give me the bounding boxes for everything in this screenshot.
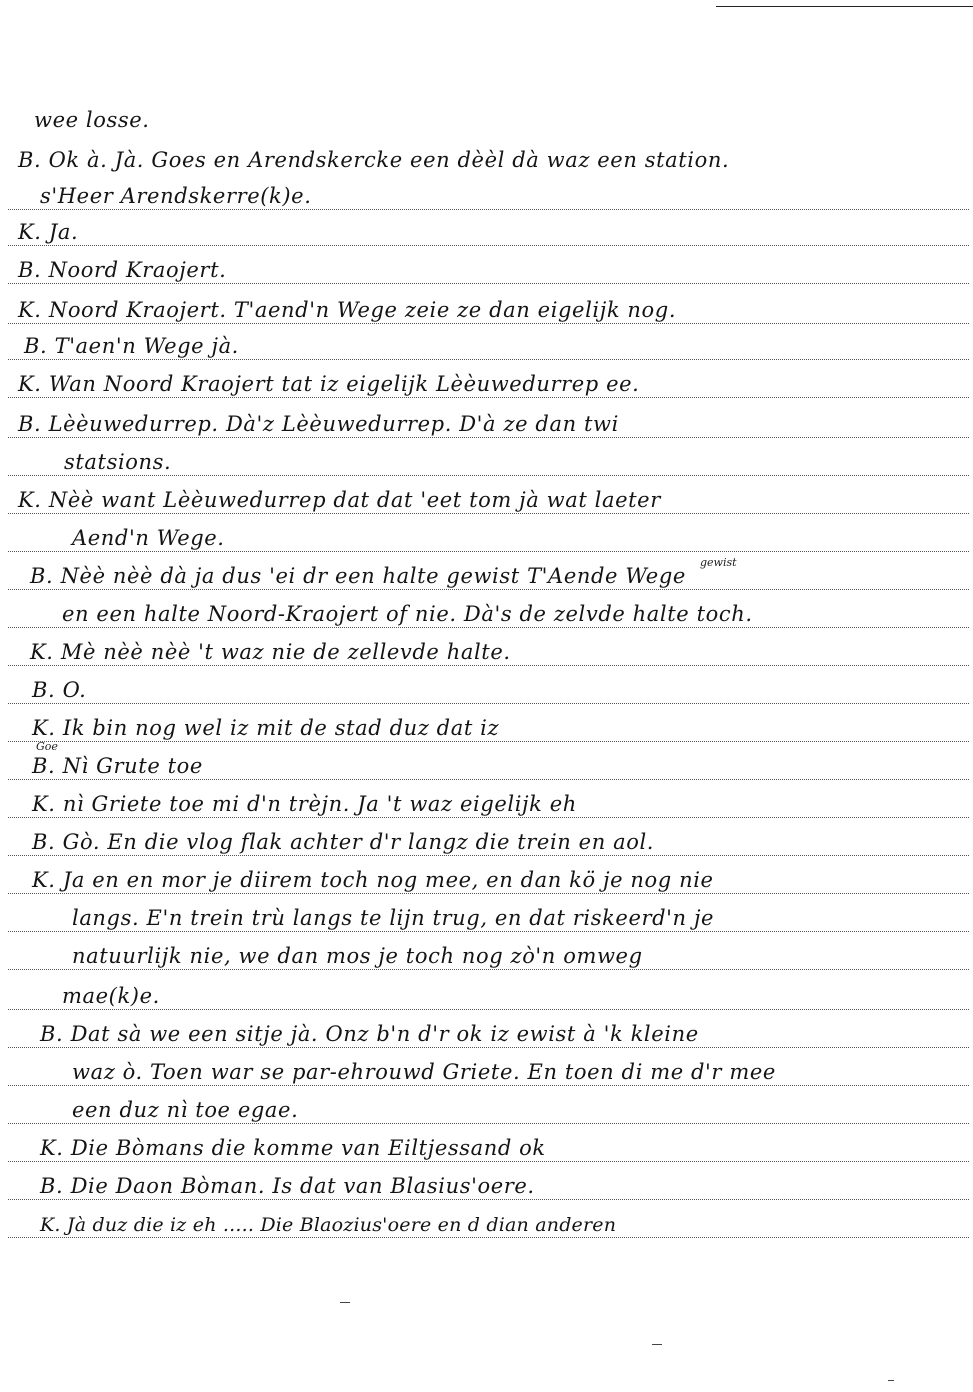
line-text: K. Die Bòmans die komme van Eiltjessand ok bbox=[40, 1136, 550, 1160]
line-text: Aend'n Wege. bbox=[72, 526, 229, 550]
transcript-line bbox=[0, 180, 973, 216]
line-text: B. Ok à. Jà. Goes en Arendskercke een dèèl dà waz een station. bbox=[18, 148, 733, 172]
transcript-line bbox=[0, 484, 973, 520]
dotted-rule bbox=[8, 283, 969, 284]
transcript-line bbox=[0, 788, 973, 824]
dotted-rule bbox=[8, 1199, 969, 1200]
transcript-line bbox=[0, 254, 973, 290]
line-text: B. Lèèuwedurrep. Dà'z Lèèuwedurrep. D'à ze dan twi bbox=[18, 412, 623, 436]
transcript-line bbox=[0, 1094, 973, 1130]
line-text: K. nì Griete toe mi d'n trèjn. Ja 't waz eigelijk eh bbox=[32, 792, 581, 816]
line-text: B. Noord Kraojert. bbox=[18, 258, 230, 282]
dotted-rule bbox=[8, 1123, 969, 1124]
line-text: langs. E'n trein trù langs te lijn trug, en dat riskeerd'n je bbox=[72, 906, 718, 930]
dotted-rule bbox=[8, 245, 969, 246]
dotted-rule bbox=[8, 323, 969, 324]
transcript-line bbox=[0, 408, 973, 444]
line-text: K. Wan Noord Kraojert tat iz eigelijk Lèèuwedurrep ee. bbox=[18, 372, 643, 396]
transcript-line bbox=[0, 368, 973, 404]
dotted-rule bbox=[8, 359, 969, 360]
transcript-line bbox=[0, 674, 973, 710]
transcript-line bbox=[0, 940, 973, 976]
dotted-rule bbox=[8, 817, 969, 818]
dotted-rule bbox=[8, 589, 969, 590]
dotted-rule bbox=[8, 513, 969, 514]
line-text: statsions. bbox=[64, 450, 175, 474]
transcript-line bbox=[0, 522, 973, 558]
margin-note-gewist: gewist bbox=[700, 556, 737, 569]
dotted-rule bbox=[8, 437, 969, 438]
dotted-rule bbox=[8, 665, 969, 666]
line-text: K. Nèè want Lèèuwedurrep dat dat 'eet tom jà wat laeter bbox=[18, 488, 665, 512]
dotted-rule bbox=[8, 1085, 969, 1086]
line-text: natuurlijk nie, we dan mos je toch nog zò'n omweg bbox=[72, 944, 647, 968]
line-text: K. Noord Kraojert. T'aend'n Wege zeie ze dan eigelijk nog. bbox=[18, 298, 680, 322]
line-text: B. T'aen'n Wege jà. bbox=[24, 334, 243, 358]
line-text: K. Ja en en mor je diirem toch nog mee, en dan kö je nog nie bbox=[32, 868, 718, 892]
transcript-line bbox=[0, 1018, 973, 1054]
dotted-rule bbox=[8, 397, 969, 398]
line-text: K. Jà duz die iz eh ..... Die Blaozius'oere en d dian anderen bbox=[40, 1214, 620, 1236]
stray-mark bbox=[652, 1344, 662, 1345]
line-text: B. Nèè nèè dà ja dus 'ei dr een halte gewist T'Aende Wege bbox=[30, 564, 690, 588]
line-text: K. Mè nèè nèè 't waz nie de zellevde halte. bbox=[30, 640, 515, 664]
line-text: en een halte Noord-Kraojert of nie. Dà's de zelvde halte toch. bbox=[62, 602, 757, 626]
transcript-line bbox=[0, 1170, 973, 1206]
transcript-line bbox=[0, 560, 973, 596]
transcript-line bbox=[0, 104, 973, 140]
dotted-rule bbox=[8, 931, 969, 932]
transcript-line bbox=[0, 712, 973, 748]
line-text: B. O. bbox=[32, 678, 90, 702]
dotted-rule bbox=[8, 1047, 969, 1048]
dotted-rule bbox=[8, 703, 969, 704]
dotted-rule bbox=[8, 627, 969, 628]
transcript-line bbox=[0, 902, 973, 938]
transcript-line bbox=[0, 1132, 973, 1168]
line-text: B. Gò. En die vlog flak achter d'r langz die trein en aol. bbox=[32, 830, 658, 854]
line-text: K. Ik bin nog wel iz mit de stad duz dat iz bbox=[32, 716, 503, 740]
transcript-line bbox=[0, 1208, 973, 1244]
dotted-rule bbox=[8, 1237, 969, 1238]
line-text: mae(k)e. bbox=[62, 984, 164, 1008]
dotted-rule bbox=[8, 1161, 969, 1162]
transcript-line bbox=[0, 636, 973, 672]
margin-note-goe: Goe bbox=[36, 740, 58, 753]
transcript-line bbox=[0, 864, 973, 900]
line-text: B. Dat sà we een sitje jà. Onz b'n d'r ok iz ewist à 'k kleine bbox=[40, 1022, 703, 1046]
top-margin-rule bbox=[716, 6, 973, 7]
dotted-rule bbox=[8, 741, 969, 742]
transcript-line bbox=[0, 1056, 973, 1092]
line-text: K. Ja. bbox=[18, 220, 82, 244]
line-text: een duz nì toe egae. bbox=[72, 1098, 302, 1122]
transcript-line bbox=[0, 216, 973, 252]
dotted-rule bbox=[8, 209, 969, 210]
stray-mark bbox=[340, 1302, 350, 1303]
transcript-line bbox=[0, 980, 973, 1016]
dotted-rule bbox=[8, 551, 969, 552]
transcript-line bbox=[0, 294, 973, 330]
transcript-line bbox=[0, 826, 973, 862]
line-text: waz ò. Toen war se par-ehrouwd Griete. En toen di me d'r mee bbox=[72, 1060, 780, 1084]
dotted-rule bbox=[8, 475, 969, 476]
line-text: s'Heer Arendskerre(k)e. bbox=[40, 184, 315, 208]
dotted-rule bbox=[8, 1009, 969, 1010]
transcript-line bbox=[0, 750, 973, 786]
dotted-rule bbox=[8, 855, 969, 856]
line-text: B. Die Daon Bòman. Is dat van Blasius'oere. bbox=[40, 1174, 539, 1198]
transcript-line bbox=[0, 598, 973, 634]
dotted-rule bbox=[8, 969, 969, 970]
transcript-line bbox=[0, 330, 973, 366]
transcript-line bbox=[0, 144, 973, 180]
line-text: wee losse. bbox=[34, 108, 154, 132]
line-text: B. Nì Grute toe bbox=[32, 754, 207, 778]
dotted-rule bbox=[8, 893, 969, 894]
stray-mark bbox=[888, 1380, 894, 1381]
dotted-rule bbox=[8, 779, 969, 780]
transcript-line bbox=[0, 446, 973, 482]
